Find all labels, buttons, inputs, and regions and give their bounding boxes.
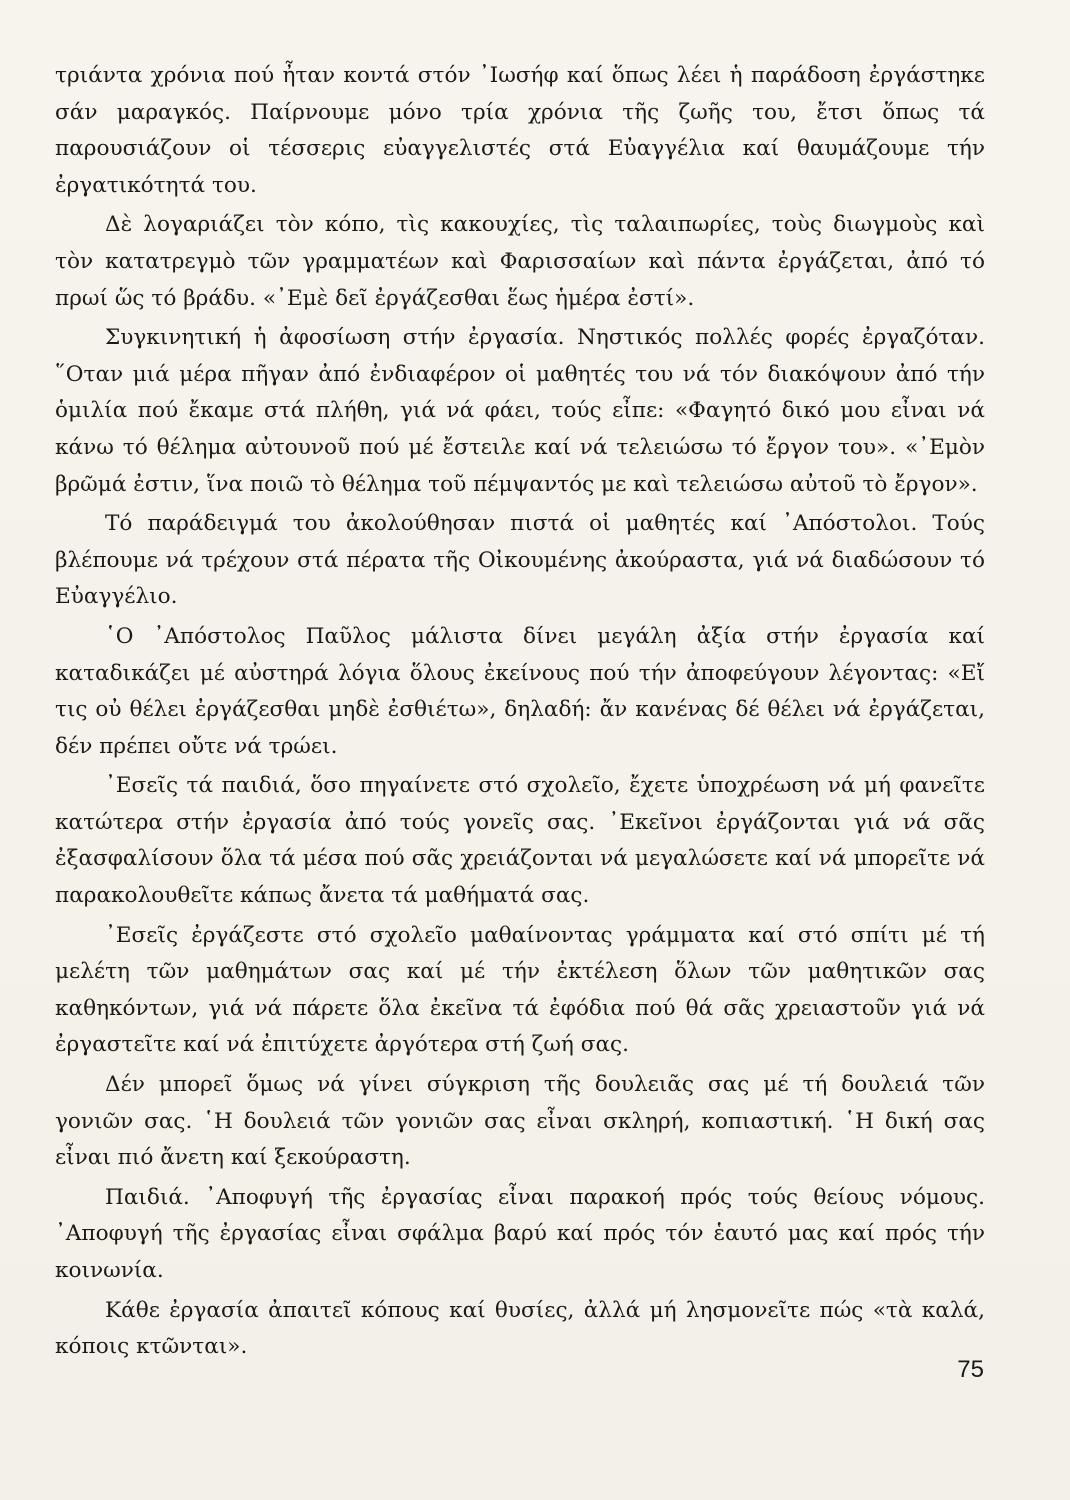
paragraph-5: ῾Ο ᾿Απόστολος Παῦλος μάλιστα δίνει μεγάλη ἀξία στήν ἐργασία καί καταδικάζει μέ αὐστηρά λόγια ὅλους ἐκείνους πού τήν ἀποφεύγουν λέγοντας: «Εἴ τις οὐ θέλει ἐργάζεσθαι μηδὲ ἐσθιέτω», δηλαδή: ἄν κανένας δέ θέλει νά ἐργάζεται, δέν πρέπει οὔτε νά τρώει. [55,623,985,759]
paragraph-10: Κάθε ἐργασία ἀπαιτεῖ κόπους καί θυσίες, ἀλλά μή λησμονεῖτε πώς «τὰ καλά, κόποις κτῶνται». [55,1297,985,1360]
paragraph-7: ᾿Εσεῖς ἐργάζεστε στό σχολεῖο μαθαίνοντας γράμματα καί στό σπίτι μέ τή μελέτη τῶν μαθημάτων σας καί μέ τήν ἐκτέλεση ὅλων τῶν μαθητικῶν σας καθηκόντων, γιά νά πάρετε ὅλα ἐκεῖνα τά ἐφόδια πού θά σᾶς χρειαστοῦν γιά νά ἐργαστεῖτε καί νά ἐπιτύχετε ἀργότερα στή ζωή σας. [55,922,985,1058]
paragraph-9: Παιδιά. ᾿Αποφυγή τῆς ἐργασίας εἶναι παρακοή πρός τούς θείους νόμους. ᾿Αποφυγή τῆς ἐργασίας εἶναι σφάλμα βαρύ καί πρός τόν ἑαυτό μας καί πρός τήν κοινωνία. [55,1184,985,1283]
paragraph-2: Δὲ λογαριάζει τὸν κόπο, τὶς κακουχίες, τὶς ταλαιπωρίες, τοὺς διωγμοὺς καὶ τὸν κατατρεγμὸ τῶν γραμματέων καὶ Φαρισσαίων καὶ πάντα ἐργάζεται, ἀπό τό πρωί ὥς τό βράδυ. «᾿Εμὲ δεῖ ἐργάζεσθαι ἕως ἡμέρα ἐστί». [55,212,985,311]
paragraph-3: Συγκινητική ἡ ἀφοσίωση στήν ἐργασία. Νηστικός πολλές φορές ἐργαζόταν. ῞Οταν μιά μέρα πῆγαν ἀπό ἐνδιαφέρον οἱ μαθητές του νά τόν διακόψουν ἀπό τήν ὁμιλία πού ἔκαμε στά πλήθη, γιά νά φάει, τούς εἶπε: «Φαγητό δικό μου εἶναι νά κάνω τό θέλημα αὐτουνοῦ πού μέ ἔστειλε καί νά τελειώσω τό ἔργον του». «᾿Εμὸν βρῶμά ἐστιν, ἵνα ποιῶ τὸ θέλημα τοῦ πέμψαντός με καὶ τελειώσω αὐτοῦ τὸ ἔργον». [55,325,985,497]
paragraph-6: ᾿Εσεῖς τά παιδιά, ὅσο πηγαίνετε στό σχολεῖο, ἔχετε ὑποχρέωση νά μή φανεῖτε κατώτερα στήν ἐργασία ἀπό τούς γονεῖς σας. ᾿Εκεῖνοι ἐργάζονται γιά νά σᾶς ἐξασφαλίσουν ὅλα τά μέσα πού σᾶς χρειάζονται νά μεγαλώσετε καί νά μπορεῖτε νά παρακολουθεῖτε κάπως ἄνετα τά μαθήματά σας. [55,773,985,909]
paragraph-1: τριάντα χρόνια πού ἦταν κοντά στόν ᾿Ιωσήφ καί ὅπως λέει ἡ παράδοση ἐργάστηκε σάν μαραγκός. Παίρνουμε μόνο τρία χρόνια τῆς ζωῆς του, ἔτσι ὅπως τά παρουσιάζουν οἱ τέσσερις εὐαγγελιστές στά Εὐαγγέλια καί θαυμάζουμε τήν ἐργατικότητά του. [55,63,985,198]
body-text [55,58,985,1369]
page-number: 75 [957,1356,984,1383]
paragraph-4: Τό παράδειγμά του ἀκολούθησαν πιστά οἱ μαθητές καί ᾿Απόστολοι. Τούς βλέπουμε νά τρέχουν στά πέρατα τῆς Οἰκουμένης ἀκούραστα, γιά νά διαδώσουν τό Εὐαγγέλιο. [55,511,985,610]
paragraph-8: Δέν μπορεῖ ὅμως νά γίνει σύγκριση τῆς δουλειᾶς σας μέ τή δουλειά τῶν γονιῶν σας. ῾Η δουλειά τῶν γονιῶν σας εἶναι σκληρή, κοπιαστική. ῾Η δική σας εἶναι πιό ἄνετη καί ξεκούραστη. [55,1072,985,1171]
